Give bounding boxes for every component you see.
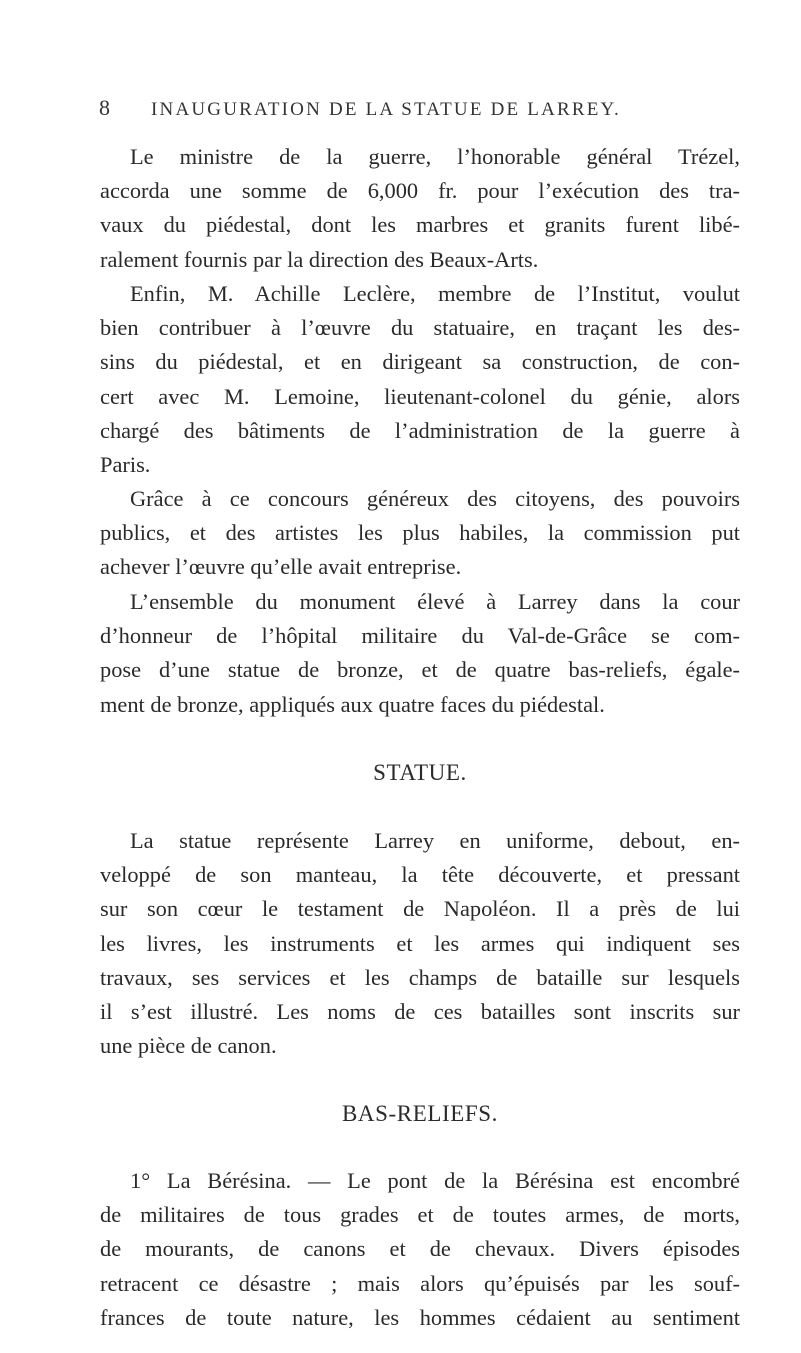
page-number: 8: [99, 95, 110, 120]
text-line: frances de toute nature, les hommes cédaient au sentiment: [100, 1304, 740, 1330]
section-heading-statue: STATUE.: [373, 760, 467, 785]
text-line: une pièce de canon.: [100, 1033, 277, 1059]
text-line: sins du piédestal, et en dirigeant sa construction, de con-: [100, 349, 740, 375]
text-line: bien contribuer à l’œuvre du statuaire, en traçant les des-: [100, 315, 740, 341]
text-line: La statue représente Larrey en uniforme, debout, en-: [130, 828, 740, 853]
running-head-title: INAUGURATION DE LA STATUE DE LARREY.: [151, 99, 621, 120]
running-head: [99, 93, 739, 123]
text-line: Grâce à ce concours généreux des citoyens, des pouvoirs: [130, 486, 740, 511]
text-line: de militaires de tous grades et de toutes armes, de morts,: [100, 1202, 740, 1228]
text-line: chargé des bâtiments de l’administration de la guerre à: [100, 417, 740, 443]
paragraph-statue: [100, 824, 740, 1063]
text-line: ment de bronze, appliqués aux quatre faces du piédestal.: [100, 691, 605, 717]
text-line: publics, et des artistes les plus habiles, la commission put: [100, 520, 740, 546]
text-line: pose d’une statue de bronze, et de quatre bas-reliefs, égale-: [100, 657, 740, 683]
text-line: L’ensemble du monument élevé à Larrey dans la cour: [130, 589, 740, 614]
text-line: cert avec M. Lemoine, lieutenant-colonel du génie, alors: [100, 383, 740, 409]
text-line: travaux, ses services et les champs de bataille sur lesquels: [100, 964, 740, 990]
paragraph-grace: [100, 482, 740, 585]
text-line: Paris.: [100, 451, 151, 477]
text-line: Le ministre de la guerre, l’honorable général Trézel,: [130, 144, 740, 169]
text-line: accorda une somme de 6,000 fr. pour l’exécution des tra-: [100, 178, 740, 204]
text-line: achever l’œuvre qu’elle avait entreprise.: [100, 554, 462, 580]
text-line: d’honneur de l’hôpital militaire du Val-de-Grâce se com-: [100, 623, 740, 649]
text-line: les livres, les instruments et les armes qui indiquent ses: [100, 930, 740, 956]
text-line: veloppé de son manteau, la tête découverte, et pressant: [100, 862, 740, 888]
paragraph-beresina: [100, 1164, 740, 1335]
paragraph-ensemble: [100, 585, 740, 722]
text-line: Enfin, M. Achille Leclère, membre de l’Institut, voulut: [130, 281, 740, 306]
text-line: sur son cœur le testament de Napoléon. Il a près de lui: [100, 896, 740, 922]
text-line: ralement fournis par la direction des Beaux-Arts.: [100, 246, 539, 272]
text-line: de mourants, de canons et de chevaux. Divers épisodes: [100, 1236, 740, 1262]
paragraph-ministre: [100, 140, 740, 277]
text-line: il s’est illustré. Les noms de ces batailles sont inscrits sur: [100, 998, 740, 1024]
text-line: 1° La Bérésina. — Le pont de la Bérésina est encombré: [130, 1168, 740, 1193]
text-line: vaux du piédestal, dont les marbres et granits furent libé-: [100, 212, 740, 238]
paragraph-achille-leclere: [100, 277, 740, 482]
text-line: retracent ce désastre ; mais alors qu’épuisés par les souf-: [100, 1270, 740, 1296]
section-heading-bas-reliefs: BAS-RELIEFS.: [341, 1101, 499, 1126]
